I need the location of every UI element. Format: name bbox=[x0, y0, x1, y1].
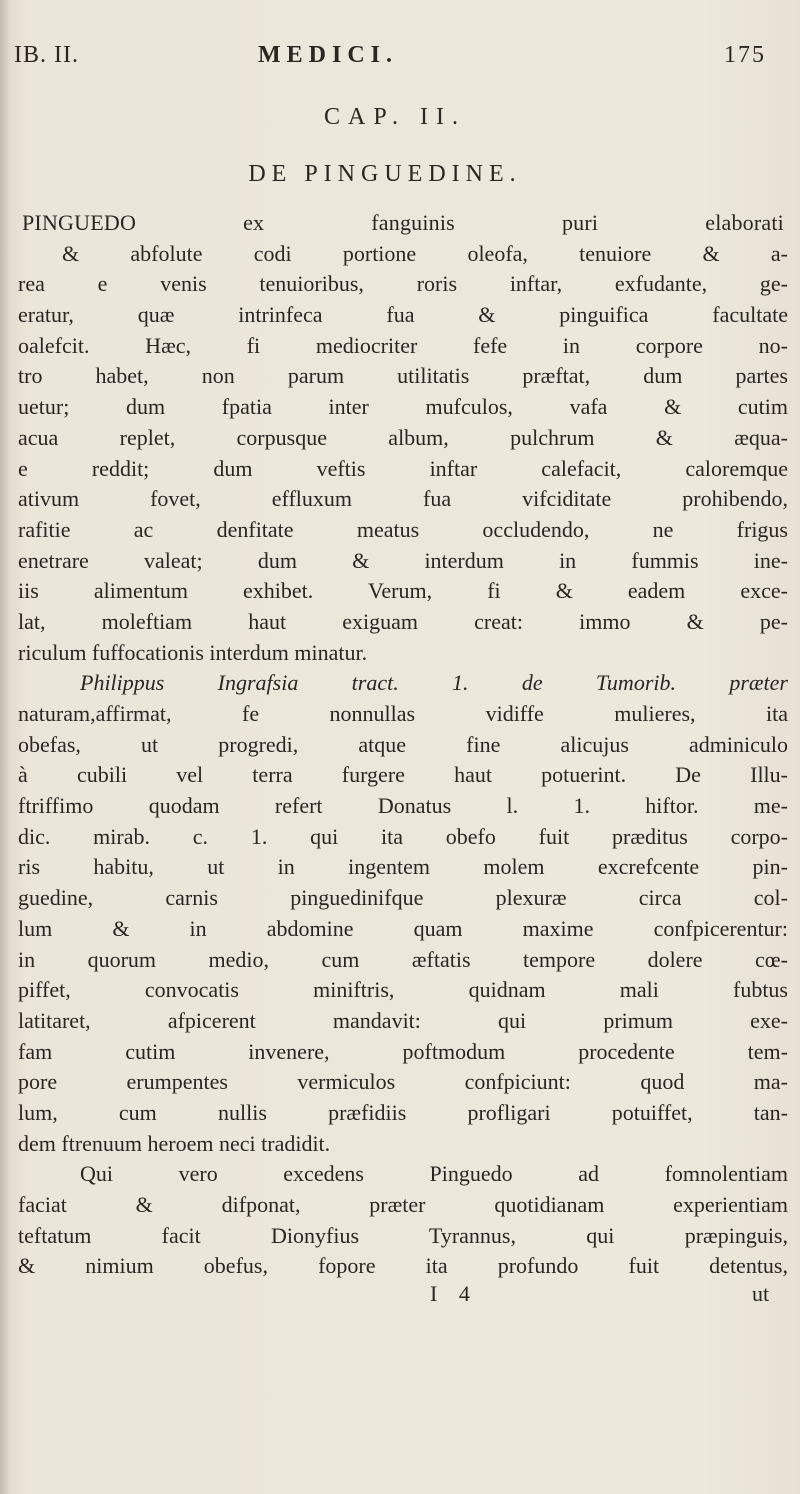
text-line: & nimium obefus, fopore ita profundo fuit detentus, bbox=[18, 1253, 788, 1279]
text-line: eratur, quæ intrinfeca fua & pinguifica facultate bbox=[18, 302, 788, 328]
signature-mark: I 4 bbox=[430, 1281, 478, 1306]
text-line: ris habitu, ut in ingentem molem excrefcente pin- bbox=[18, 854, 788, 880]
text-line: ftriffimo quodam refert Donatus l. 1. hiftor. me- bbox=[18, 793, 788, 819]
text-line: pore erumpentes vermiculos confpiciunt: quod ma- bbox=[18, 1069, 788, 1095]
text-line: fam cutim invenere, poftmodum procedente tem- bbox=[18, 1038, 788, 1064]
running-head bbox=[0, 42, 800, 82]
page-footer bbox=[0, 1281, 800, 1315]
text-line: rea e venis tenuioribus, roris inftar, exfudante, ge- bbox=[18, 271, 788, 297]
text-line: faciat & difponat, præter quotidianam experientiam bbox=[18, 1192, 788, 1217]
text-line: Philippus Ingrafsia tract. 1. de Tumorib. præter bbox=[80, 670, 788, 696]
text-line: dic. mirab. c. 1. qui ita obefo fuit præditus corpo- bbox=[18, 823, 788, 849]
text-line: iis alimentum exhibet. Verum, fi & eadem exce- bbox=[18, 578, 788, 604]
running-head-book: IB. II. bbox=[14, 42, 79, 68]
chapter-label bbox=[0, 104, 800, 131]
text-line: lum & in abdomine quam maxime confpicerentur: bbox=[18, 915, 788, 941]
gutter-shadow bbox=[0, 0, 10, 1494]
page-number: 175 bbox=[724, 42, 766, 68]
text-line: naturam,affirmat, fe nonnullas vidiffe mulieres, ita bbox=[18, 701, 788, 726]
running-head-title: MEDICI. bbox=[258, 42, 399, 68]
text-line: acua replet, corpusque album, pulchrum & æqua- bbox=[18, 424, 788, 450]
text-line: piffet, convocatis miniftris, quidnam mali fubtus bbox=[18, 977, 788, 1003]
text-line: oalefcit. Hæc, fi mediocriter fefe in corpore no- bbox=[18, 332, 788, 358]
text-line: latitaret, afpicerent mandavit: qui primum exe- bbox=[18, 1007, 788, 1033]
text-line: uetur; dum fpatia inter mufculos, vafa & cutim bbox=[18, 394, 788, 420]
chapter-title bbox=[0, 161, 800, 188]
text-line: Qui vero excedens Pinguedo ad fomnolentiam bbox=[80, 1161, 788, 1187]
text-line: in quorum medio, cum æftatis tempore dolere cœ- bbox=[18, 946, 788, 972]
text-line: obefas, ut progredi, atque fine alicujus adminiculo bbox=[18, 731, 788, 757]
text-line: enetrare valeat; dum & interdum in fummis ine- bbox=[18, 547, 788, 573]
text-line: guedine, carnis pinguedinifque plexuræ circa col- bbox=[18, 885, 788, 911]
text-line: lat, moleftiam haut exiguam creat: immo & pe- bbox=[18, 608, 788, 634]
text-line: à cubili vel terra furgere haut potuerint. De Illu- bbox=[18, 762, 788, 788]
text-line: ativum fovet, effluxum fua vifciditate prohibendo, bbox=[18, 486, 788, 512]
catchword: ut bbox=[752, 1281, 770, 1306]
text-line: PINGUEDO ex fanguinis puri elaborati bbox=[22, 210, 784, 235]
text-line: teftatum facit Dionyfius Tyrannus, qui præpinguis, bbox=[18, 1222, 788, 1248]
text-line: lum, cum nullis præfidiis profligari potuiffet, tan- bbox=[18, 1099, 788, 1125]
chapter-title-text: DE PINGUEDINE. bbox=[248, 161, 522, 187]
chapter-label-text: CAP. II. bbox=[323, 104, 466, 130]
text-line: & abfolute codi portione oleofa, tenuiore & a- bbox=[62, 240, 788, 266]
text-line: riculum fuffocationis interdum minatur. bbox=[18, 639, 368, 665]
text-line: tro habet, non parum utilitatis præftat, dum partes bbox=[18, 363, 788, 389]
text-line: dem ftrenuum heroem neci tradidit. bbox=[18, 1130, 331, 1156]
text-line: rafitie ac denfitate meatus occludendo, ne frigus bbox=[18, 516, 788, 542]
body-text bbox=[18, 208, 788, 1282]
text-line: e reddit; dum veftis inftar calefacit, caloremque bbox=[18, 455, 788, 481]
